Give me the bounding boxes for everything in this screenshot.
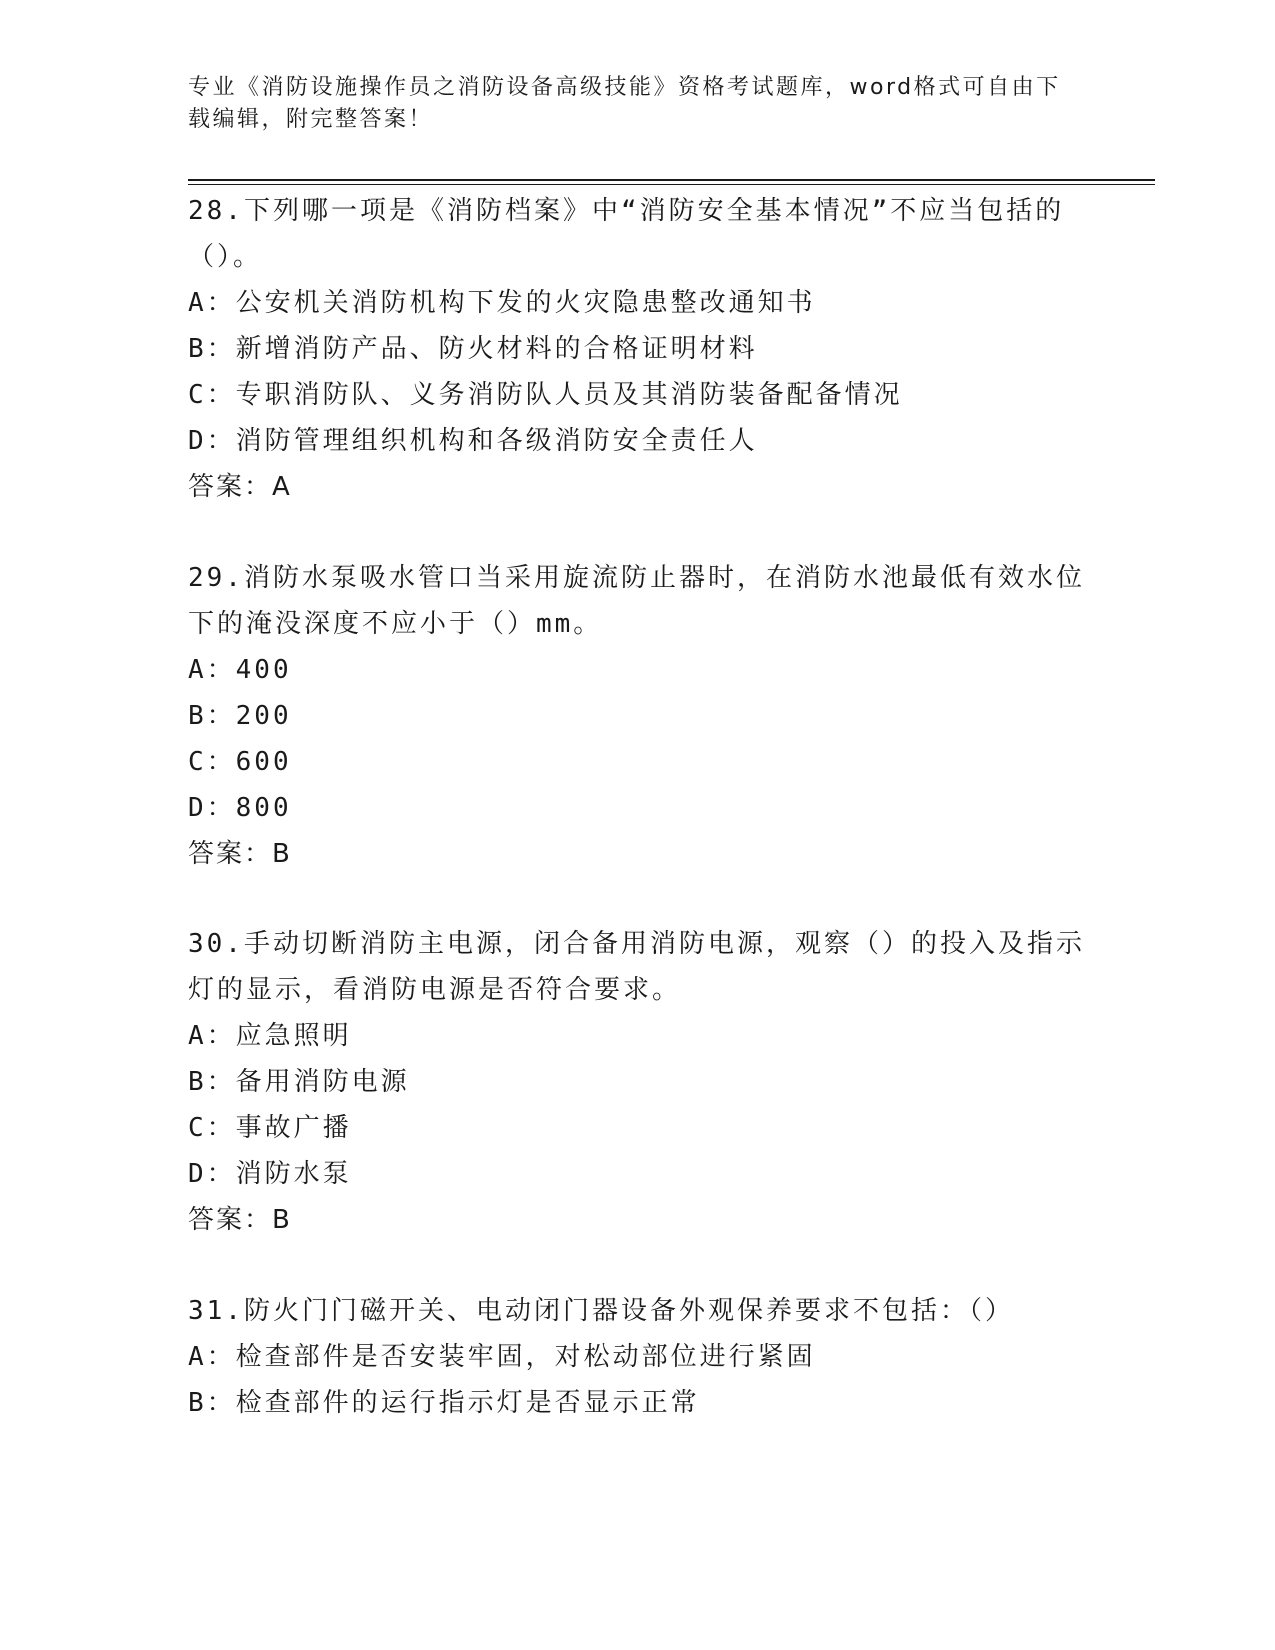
question-30 xyxy=(188,921,1088,1243)
option-a: A：公安机关消防机构下发的火灾隐患整改通知书 xyxy=(188,288,816,318)
option-c: C：专职消防队、义务消防队人员及其消防装备配备情况 xyxy=(188,380,903,410)
question-text: 29.消防水泵吸水管口当采用旋流防止器时，在消防水池最低有效水位下的淹没深度不应小于（）mm。 xyxy=(188,563,1085,639)
option-a: A：应急照明 xyxy=(188,1021,352,1051)
question-31 xyxy=(188,1288,1088,1426)
question-text: 31.防火门门磁开关、电动闭门器设备外观保养要求不包括：（） xyxy=(188,1296,1014,1326)
option-b: B：200 xyxy=(188,701,292,731)
option-c: C：事故广播 xyxy=(188,1113,352,1143)
question-text: 30.手动切断消防主电源，闭合备用消防电源，观察（）的投入及指示灯的显示，看消防电源是否符合要求。 xyxy=(188,929,1085,1005)
answer: 答案：B xyxy=(188,839,292,869)
question-29 xyxy=(188,555,1088,877)
option-b: B：新增消防产品、防火材料的合格证明材料 xyxy=(188,334,758,364)
option-a: A：400 xyxy=(188,655,292,685)
header-divider-thin xyxy=(188,184,1155,185)
question-28 xyxy=(188,188,1088,510)
document-header: 专业《消防设施操作员之消防设备高级技能》资格考试题库，word格式可自由下载编辑，附完整答案！ xyxy=(188,75,1061,132)
option-c: C：600 xyxy=(188,747,292,777)
option-d: D：消防水泵 xyxy=(188,1159,352,1189)
header-divider-thick xyxy=(188,179,1155,181)
question-text: 28.下列哪一项是《消防档案》中“消防安全基本情况”不应当包括的（）。 xyxy=(188,196,1065,272)
option-a: A：检查部件是否安装牢固，对松动部位进行紧固 xyxy=(188,1342,816,1372)
answer: 答案：A xyxy=(188,472,292,502)
option-d: D：消防管理组织机构和各级消防安全责任人 xyxy=(188,426,758,456)
option-d: D：800 xyxy=(188,793,292,823)
answer: 答案：B xyxy=(188,1205,292,1235)
option-b: B：备用消防电源 xyxy=(188,1067,410,1097)
option-b: B：检查部件的运行指示灯是否显示正常 xyxy=(188,1388,700,1418)
